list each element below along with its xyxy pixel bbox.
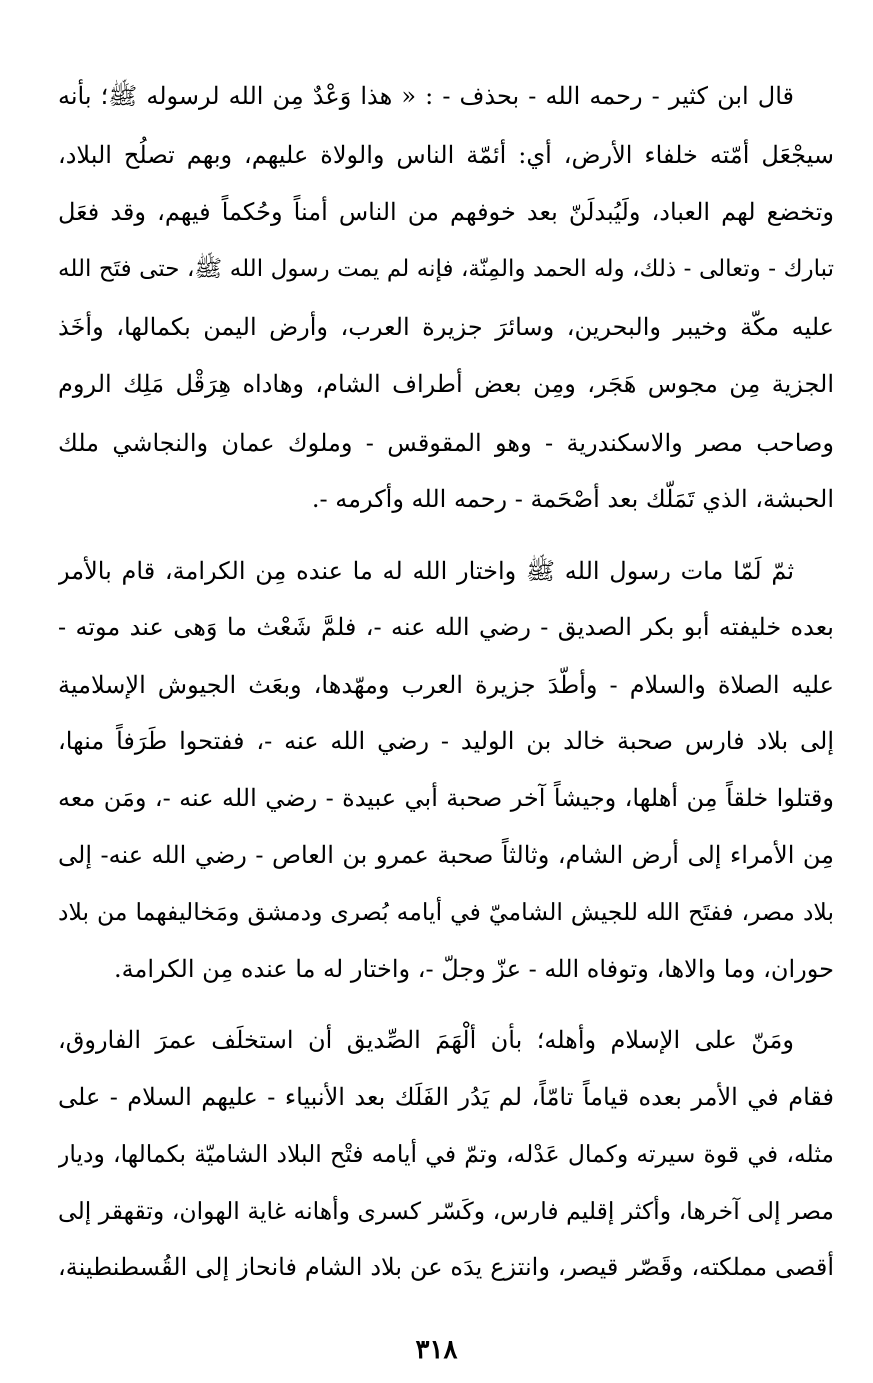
text-line: عليه الصلاة والسلام - وأطّدَ جزيرة العرب ومهّدها، وبعَث الجيوش الإسلامية [58, 671, 834, 699]
text-line: بعده خليفته أبو بكر الصديق - رضي الله عنه -، فلمَّ شَعْث ما وَهى عند موته - [58, 613, 834, 641]
text-line: عليه مكّة وخيبر والبحرين، وسائرَ جزيرة العرب، وأرض اليمن بكمالها، وأخَذ [58, 313, 834, 341]
text-line: الحبشة، الذي تَمَلّك بعد أصْحَمة - رحمه الله وأكرمه -. [311, 485, 834, 513]
text-line: أقصى مملكته، وقَصّر قيصر، وانتزع يدَه عن بلاد الشام فانحاز إلى القُسطنطينة، [58, 1253, 834, 1281]
text-line: مثله، في قوة سيرته وكمال عَدْله، وتمّ في أيامه فتْح البلاد الشاميّة بكمالها، وديار [58, 1140, 834, 1168]
text-line: إلى بلاد فارس صحبة خالد بن الوليد - رضي الله عنه -، ففتحوا طَرَفاً منها، [58, 727, 834, 755]
text-line: بلاد مصر، ففتَح الله للجيش الشاميّ في أيامه بُصرى ودمشق ومَخاليفهما من بلاد [58, 898, 834, 926]
text-line: حوران، وما والاها، وتوفاه الله - عزّ وجلّ -، واختار له ما عنده مِن الكرامة. [114, 955, 834, 983]
text-line: سيجْعَل أمّته خلفاء الأرض، أي: أئمّة الناس والولاة عليهم، وبهم تصلُح البلاد، [58, 141, 834, 169]
text-line: قال ابن كثير - رحمه الله - بحذف - : « هذا وَعْدٌ مِن الله لرسوله ﷺ؛ بأنه [58, 82, 794, 110]
text-line: ثمّ لَمّا مات رسول الله ﷺ واختار الله له ما عنده مِن الكرامة، قام بالأمر [58, 557, 795, 585]
text-line: وصاحب مصر والاسكندرية - وهو المقوقس - وملوك عمان والنجاشي ملك [58, 429, 834, 457]
text-line: فقام في الأمر بعده قياماً تامّاً، لم يَدُر الفَلَك بعد الأنبياء - عليهم السلام - على [58, 1083, 834, 1111]
text-line: وتخضع لهم العباد، ولَيُبدلَنّ بعد خوفهم من الناس أمناً وحُكماً فيهم، وقد فعَل [58, 198, 834, 226]
text-line: وقتلوا خلقاً مِن أهلها، وجيشاً آخر صحبة أبي عبيدة - رضي الله عنه -، ومَن معه [58, 784, 834, 812]
text-line: مصر إلى آخرها، وأكثر إقليم فارس، وكَسّر كسرى وأهانه غاية الهوان، وتقهقر إلى [58, 1197, 834, 1225]
text-line: مِن الأمراء إلى أرض الشام، وثالثاً صحبة عمرو بن العاص - رضي الله عنه- إلى [58, 841, 834, 869]
page-number: ٣١٨ [415, 1335, 458, 1365]
text-line: ومَنّ على الإسلام وأهله؛ بأن ألْهَمَ الصِّديق أن استخلَف عمرَ الفاروق، [58, 1026, 794, 1054]
text-line: تبارك - وتعالى - ذلك، وله الحمد والمِنّة، فإنه لم يمت رسول الله ﷺ، حتى فتَح الله [58, 256, 834, 282]
text-line: الجزية مِن مجوس هَجَر، ومِن بعض أطراف الشام، وهاداه هِرَقْل مَلِك الروم [58, 370, 834, 398]
